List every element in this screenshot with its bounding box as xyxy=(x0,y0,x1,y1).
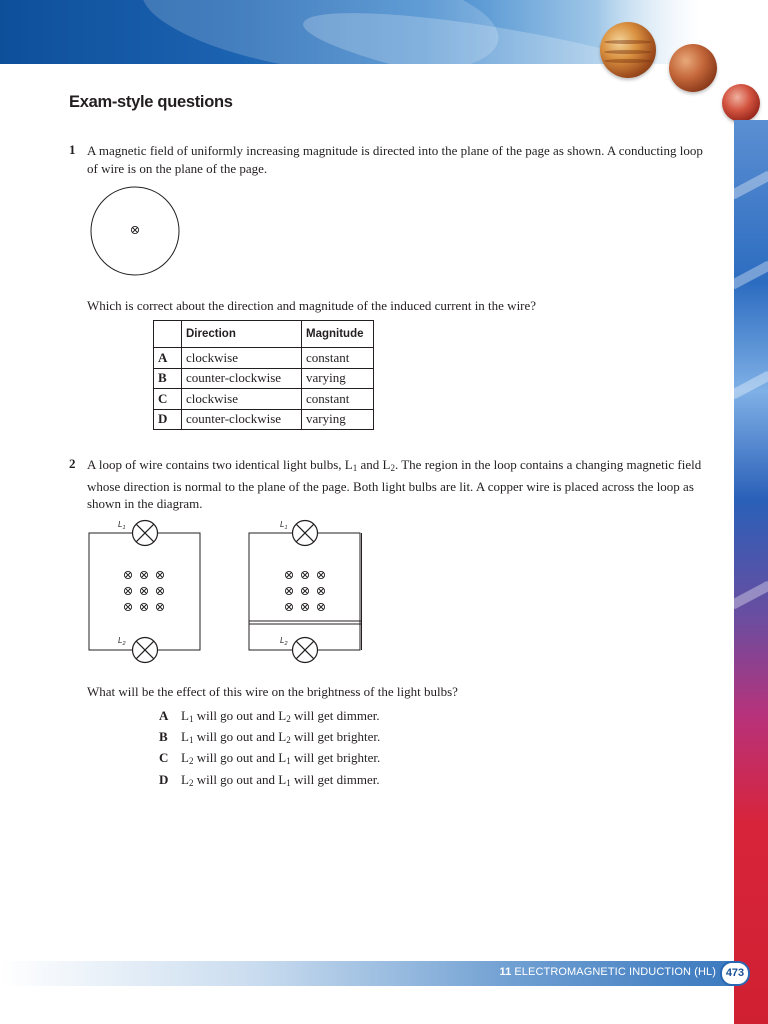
bulb-label-l1: $L_1$ xyxy=(118,520,126,531)
magnitude-cell: constant xyxy=(302,348,374,369)
question-number: 1 xyxy=(69,142,76,157)
magnetic-field-grid xyxy=(124,571,163,610)
planet-image xyxy=(722,84,760,122)
circuit-diagrams xyxy=(84,512,368,672)
question-number: 2 xyxy=(69,456,76,471)
chapter-number: 11 xyxy=(499,966,512,978)
table-header-blank xyxy=(154,321,182,348)
wire-loop xyxy=(91,187,179,275)
magnitude-cell: varying xyxy=(302,368,374,389)
option-letter: A xyxy=(154,348,182,369)
magnetic-field-grid xyxy=(285,571,324,610)
answer-options xyxy=(159,707,380,792)
question-prompt: Which is correct about the direction and magnitude of the induced current in the wire? xyxy=(87,298,537,313)
bulb-l1-icon xyxy=(133,521,158,546)
question-text: A loop of wire contains two identical light bulbs, $L_1$ and $L_2$. The region in the loop contains a changing magnetic field whose direction is normal to the plane of the page. Both light bulbs are lit. A copper wire is placed across the loop as shown in the diagram. xyxy=(87,457,702,511)
list-item: C $L_2$ will go out and $L_1$ will get brighter. xyxy=(159,750,381,767)
direction-cell: clockwise xyxy=(182,348,302,369)
direction-cell: counter-clockwise xyxy=(182,368,302,389)
list-item: B $L_1$ will go out and $L_2$ will get brighter. xyxy=(159,729,381,746)
table-header-direction: Direction xyxy=(182,321,302,348)
circuit-with-copper-wire xyxy=(249,520,362,663)
table-row xyxy=(154,389,374,410)
planet-image xyxy=(600,22,656,78)
page-number: 473 xyxy=(720,961,750,986)
direction-cell: counter-clockwise xyxy=(182,409,302,430)
question-text: A magnetic field of uniformly increasing magnitude is directed into the plane of the page as shown. A conducting loop of wire is on the plane of the page. xyxy=(87,143,703,176)
planet-image xyxy=(669,44,717,92)
list-item: A $L_1$ will go out and $L_2$ will get dimmer. xyxy=(159,708,380,724)
magnetic-field-loop-diagram xyxy=(88,186,184,278)
field-into-page-icon xyxy=(131,226,138,233)
question-prompt: What will be the effect of this wire on the brightness of the light bulbs? xyxy=(87,684,458,699)
list-item: D $L_2$ will go out and $L_1$ will get dimmer. xyxy=(159,771,380,788)
table-header-row xyxy=(154,321,374,348)
answer-table xyxy=(153,320,374,430)
right-edge-strip xyxy=(734,120,768,1024)
bulb-l2-icon xyxy=(293,638,318,663)
bulb-label-l1: $L_1$ xyxy=(280,520,288,531)
table-row xyxy=(154,348,374,369)
option-letter: C xyxy=(154,389,182,410)
chapter-title: ELECTROMAGNETIC INDUCTION (HL) xyxy=(514,966,716,978)
direction-cell: clockwise xyxy=(182,389,302,410)
table-row xyxy=(154,409,374,430)
magnitude-cell: varying xyxy=(302,409,374,430)
table-header-magnitude: Magnitude xyxy=(302,321,374,348)
page-title: Exam-style questions xyxy=(69,93,233,111)
bulb-l2-icon xyxy=(133,638,158,663)
chapter-footer xyxy=(500,966,716,978)
option-letter: D xyxy=(154,409,182,430)
option-letter: B xyxy=(154,368,182,389)
table-row xyxy=(154,368,374,389)
bulb-l1-icon xyxy=(293,521,318,546)
bulb-label-l2: $L_2$ xyxy=(118,636,126,647)
magnitude-cell: constant xyxy=(302,389,374,410)
circuit-without-wire xyxy=(89,520,200,663)
bulb-label-l2: $L_2$ xyxy=(280,636,288,647)
